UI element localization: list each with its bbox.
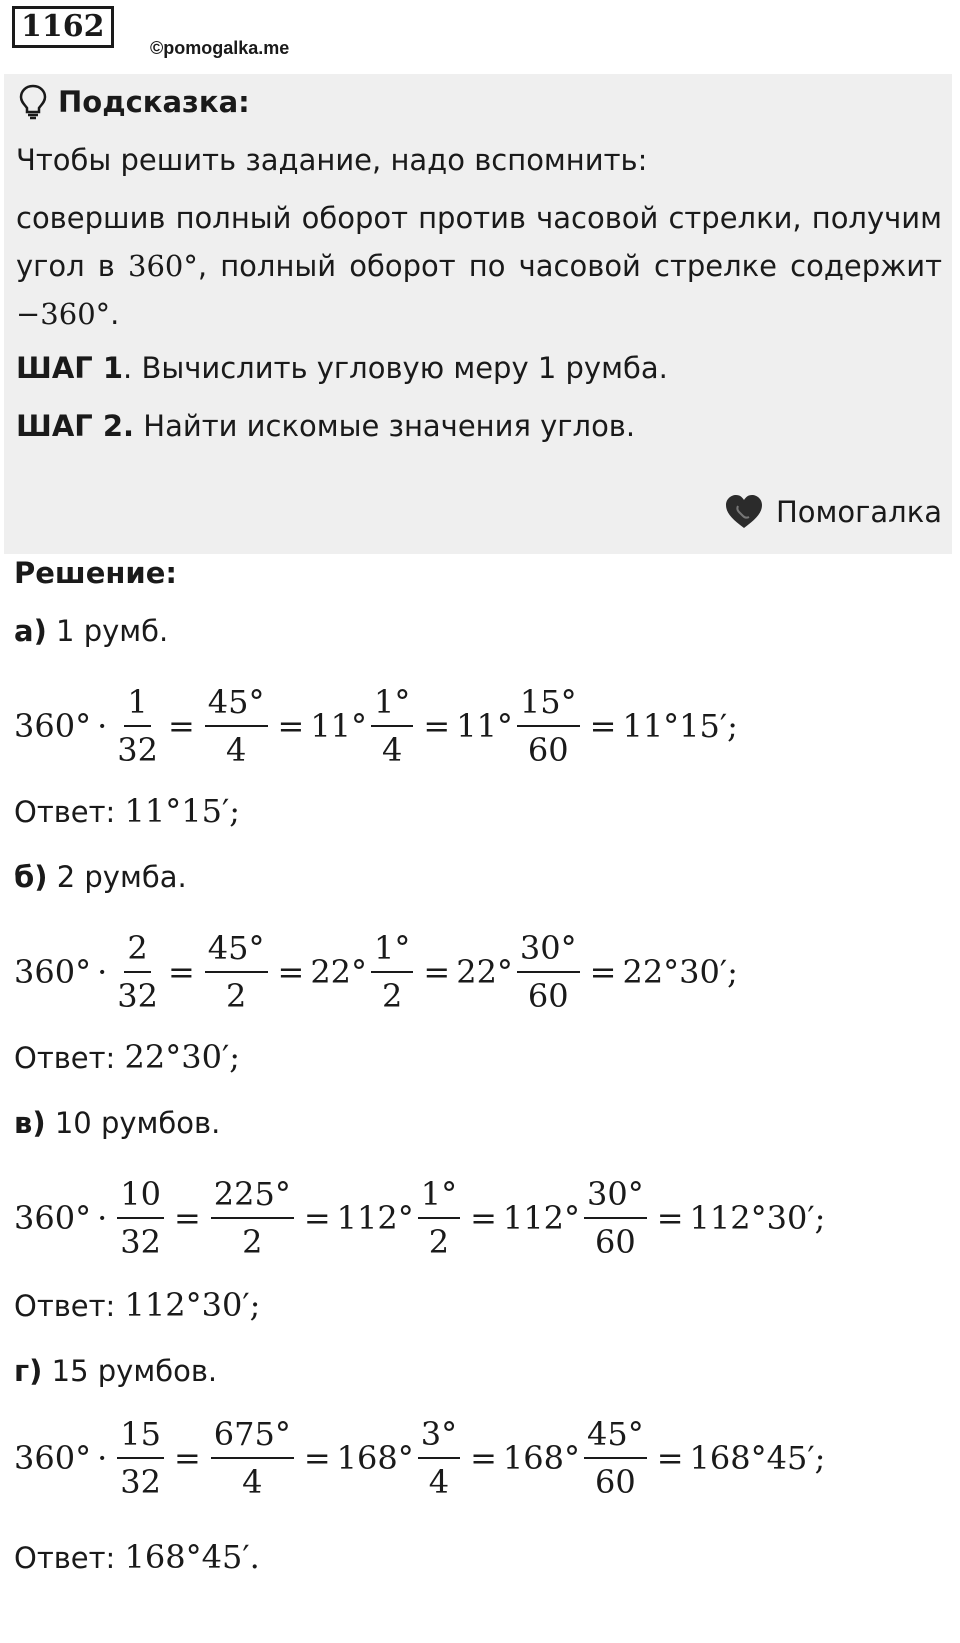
equals-sign: = [656,1439,684,1477]
hint-rule-val2: −360° [16,297,111,331]
hint-intro: Чтобы решить задание, надо вспомнить: [16,143,648,177]
hint-rule-val1: 360° [128,249,198,283]
equals-sign: = [173,1199,201,1237]
mixed-whole: 22° [456,953,513,991]
part-c-label: в) [14,1106,46,1140]
part-b-answer [14,1038,240,1076]
part-b-label: б) [14,860,48,894]
denominator: 32 [117,731,158,769]
part-a-text: 1 румб. [46,614,169,648]
equals-sign: = [167,707,195,745]
mixed-whole: 22° [310,953,368,991]
step2-label: ШАГ 2. [16,409,135,443]
denominator: 32 [117,977,158,1015]
watermark: ©pomogalka.me [150,38,290,58]
part-a-answer [14,792,240,830]
equals-sign: = [470,1199,497,1237]
answer-label: Ответ: [14,1289,125,1323]
equals-sign: = [589,953,617,991]
part-c-answer [14,1286,260,1324]
denominator: 32 [120,1463,161,1501]
numerator: 15 [117,1411,164,1459]
eq-dot: · [97,707,108,745]
eq-lhs: 360° [14,953,92,991]
numerator: 225° [211,1171,294,1219]
task-number: 1162 [12,6,114,48]
numerator: 1 [124,679,150,727]
numerator: 45° [205,679,268,727]
numerator: 3° [418,1411,460,1459]
fraction [205,679,268,773]
eq-result: 112°30′; [689,1199,826,1237]
numerator: 30° [584,1171,647,1219]
fraction [418,1411,460,1505]
mixed-whole: 168° [502,1439,580,1477]
equals-sign: = [167,953,195,991]
eq-dot: · [97,1439,108,1477]
denominator: 4 [428,1463,450,1501]
step1-label: ШАГ 1 [16,351,124,385]
hint-rule [16,194,942,338]
step2-text: Найти искомые значения углов. [134,409,636,443]
denominator: 4 [382,731,403,769]
hint-step2 [16,402,942,450]
part-c-equation [14,1168,825,1268]
eq-dot: · [97,953,108,991]
mixed-whole: 11° [310,707,368,745]
part-d-answer [14,1538,260,1576]
lightbulb-icon [18,84,48,120]
part-d-label: г) [14,1354,43,1388]
brand [724,494,942,530]
eq-lhs: 360° [14,707,92,745]
numerator: 2 [124,925,150,973]
fraction [211,1171,294,1265]
equals-sign: = [303,1199,331,1237]
equals-sign: = [589,707,617,745]
denominator: 2 [225,977,247,1015]
answer-label: Ответ: [14,1041,125,1075]
fraction [117,679,158,773]
answer-label: Ответ: [14,1541,125,1575]
eq-result: 22°30′; [622,953,738,991]
fraction [205,925,268,1019]
part-d-heading [14,1354,217,1388]
fraction [371,679,413,773]
equals-sign: = [173,1439,201,1477]
fraction [584,1171,647,1265]
numerator: 1° [371,925,413,973]
fraction [211,1411,294,1505]
eq-result: 11°15′; [622,707,738,745]
fraction [117,1171,164,1265]
denominator: 60 [595,1463,636,1501]
equals-sign: = [303,1439,331,1477]
part-b-text: 2 румба. [47,860,187,894]
hint-rule-part1: совершив полный оборот против часовой стрелки, получим угол в [16,201,942,283]
part-a-label: а) [14,614,47,648]
part-a-equation [14,676,738,776]
hint-rule-end: . [110,297,120,331]
hint-title-row [18,84,250,120]
answer-value: 112°30′; [124,1286,261,1324]
fraction [371,925,413,1019]
equals-sign: = [423,953,451,991]
answer-label: Ответ: [14,795,125,829]
part-b-heading [14,860,187,894]
equals-sign: = [656,1199,684,1237]
mixed-whole: 112° [502,1199,580,1237]
denominator: 60 [527,731,569,769]
eq-lhs: 360° [14,1199,92,1237]
denominator: 2 [382,977,403,1015]
hint-box [4,74,952,554]
part-d-text: 15 румбов. [42,1354,218,1388]
mixed-whole: 168° [336,1439,414,1477]
numerator: 30° [517,925,580,973]
eq-result: 168°45′; [689,1439,826,1477]
numerator: 1° [418,1171,460,1219]
fraction [517,925,580,1019]
equals-sign: = [277,707,305,745]
denominator: 60 [595,1223,636,1261]
fraction [517,679,580,773]
solution-title: Решение: [14,556,178,590]
equals-sign: = [470,1439,497,1477]
part-d-equation [14,1408,825,1508]
denominator: 4 [225,731,247,769]
step1-text: . Вычислить угловую меру 1 румба. [123,351,668,385]
equals-sign: = [423,707,451,745]
part-c-heading [14,1106,220,1140]
part-c-text: 10 румбов. [45,1106,221,1140]
eq-dot: · [97,1199,108,1237]
part-a-heading [14,614,168,648]
numerator: 45° [205,925,268,973]
numerator: 1° [371,679,413,727]
numerator: 675° [211,1411,294,1459]
numerator: 45° [584,1411,647,1459]
denominator: 2 [428,1223,450,1261]
heart-icon [724,494,764,530]
numerator: 10 [117,1171,164,1219]
fraction [418,1171,460,1265]
answer-value: 22°30′; [124,1038,241,1076]
eq-lhs: 360° [14,1439,92,1477]
answer-value: 168°45′. [124,1538,260,1576]
mixed-whole: 112° [336,1199,414,1237]
fraction [117,925,158,1019]
hint-step1 [16,344,942,392]
denominator: 2 [242,1223,263,1261]
hint-title: Подсказка: [58,85,250,119]
brand-name: Помогалка [776,495,942,529]
denominator: 60 [527,977,569,1015]
answer-value: 11°15′; [124,792,241,830]
denominator: 4 [242,1463,263,1501]
part-b-equation [14,922,738,1022]
hint-rule-part2: , полный оборот по часовой стрелке содержит [197,249,942,283]
equals-sign: = [277,953,305,991]
numerator: 15° [517,679,580,727]
denominator: 32 [120,1223,161,1261]
mixed-whole: 11° [456,707,513,745]
fraction [117,1411,164,1505]
fraction [584,1411,647,1505]
